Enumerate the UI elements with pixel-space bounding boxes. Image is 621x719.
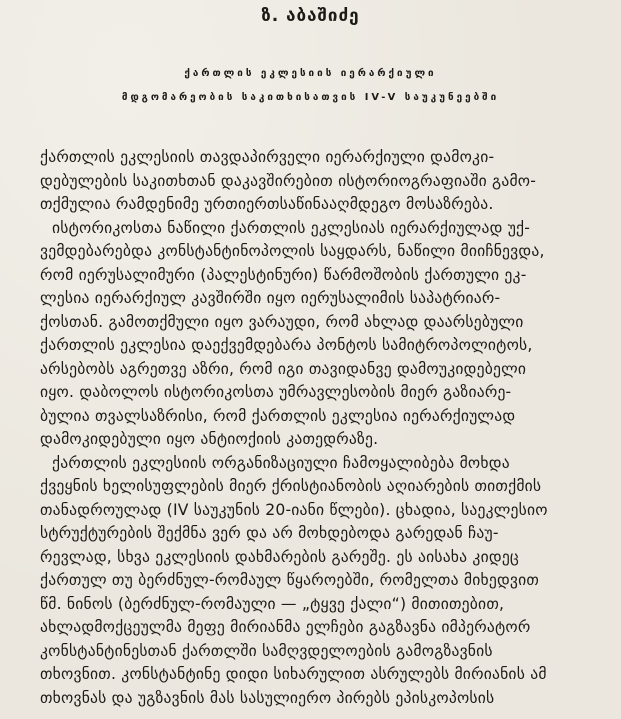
body-text — [40, 146, 608, 710]
text-line: არსებობს აგრეთვე აზრი, რომ იგი თავიდანვე დამოუკიდებელი — [40, 359, 527, 378]
text-line: დამოკიდებული იყო ანტიოქიის კათედრაზე. — [40, 430, 379, 448]
text-line: წმ. ნინოს (ბერძნულ-რომაული — „ტყვე ქალი“) მითითებით, — [40, 594, 505, 613]
text-line: დებულების საკითხთან დაკავშირებით ისტორიოგრაფიაში გამო- — [40, 171, 537, 190]
title-line-2: მდგომარეობის საკითხისათვის IV-V საუკუნეებში — [121, 92, 500, 103]
author-name: ზ. აბაშიძე — [261, 6, 360, 26]
text-line: ქართლის ეკლესიის ორგანიზაციული ჩამოყალიბება მოხდა — [52, 453, 510, 472]
text-line: სტრუქტურების შექმნა ვერ და არ მოხდებოდა გარედან ჩაუ- — [40, 524, 499, 542]
text-line: ახლადმოქცეულმა მეფე მირიანმა ელჩები გაგზავნა იმპერატორ — [40, 618, 531, 636]
title-line-1: ქართლის ეკლესიის იერარქიული — [184, 68, 437, 79]
text-line: ქართლის ეკლესია დაექვემდებარა პონტოს სამიტროპოლიტოს, — [40, 336, 533, 354]
text-line: ქვეყნის ხელისუფლების მიერ ქრისტიანობის აღიარების თითქმის — [40, 477, 542, 495]
text-line: ვემდებარებდა კონსტანტინოპოლის საყდარს, ნაწილი მიიჩნევდა, — [40, 242, 545, 260]
text-line: თხოვნით. კონსტანტინე დიდი სიხარულით ასრულებს მირიანის ამ — [40, 665, 547, 683]
text-line: თქმულია რამდენიმე ურთიერთსაწინააღმდეგო მოსაზრება. — [40, 195, 494, 213]
text-line: ისტორიკოსთა ნაწილი ქართლის ეკლესიას იერარქიულად უქ- — [52, 218, 531, 237]
text-line: თანადროულად (IV საუკუნის 20-იანი წლები). ცხადია, საეკლესიო — [40, 500, 548, 519]
text-line: რევლად, სხვა ეკლესიის დახმარების გარეშე. ეს აისახა კიდეც — [40, 547, 520, 566]
text-line: თხოვნას და უგზავნის მას სასულიერო პირებს ეპისკოპოსის — [40, 688, 495, 707]
text-line: რომ იერუსალიმური (პალესტინური) წარმოშობის ქართული ეკ- — [40, 265, 527, 284]
text-line: ქოსთან. გამოთქმული იყო ვარაუდი, რომ ახლად დაარსებული — [40, 312, 524, 331]
text-line: ქართლის ეკლესიის თავდაპირველი იერარქიული დამოკი- — [40, 148, 495, 166]
text-line: ბულია თვალსაზრისი, რომ ქართლის ეკლესია იერარქიულად — [40, 406, 516, 425]
article-title — [0, 62, 621, 110]
text-line: იყო. დაბოლოს ისტორიკოსთა უმრავლესობის მიერ გაზიარე- — [40, 383, 512, 401]
text-line: ლესია იერარქიულ კავშირში იყო იერუსალიმის საპატრიარ- — [40, 289, 501, 307]
text-line: ქართულ თუ ბერძნულ-რომაულ წყაროებში, რომელთა მიხედვით — [40, 571, 540, 589]
text-line: კონსტანტინესთან ქართლში სამღვდელოების გამოგზავნის — [40, 641, 493, 660]
